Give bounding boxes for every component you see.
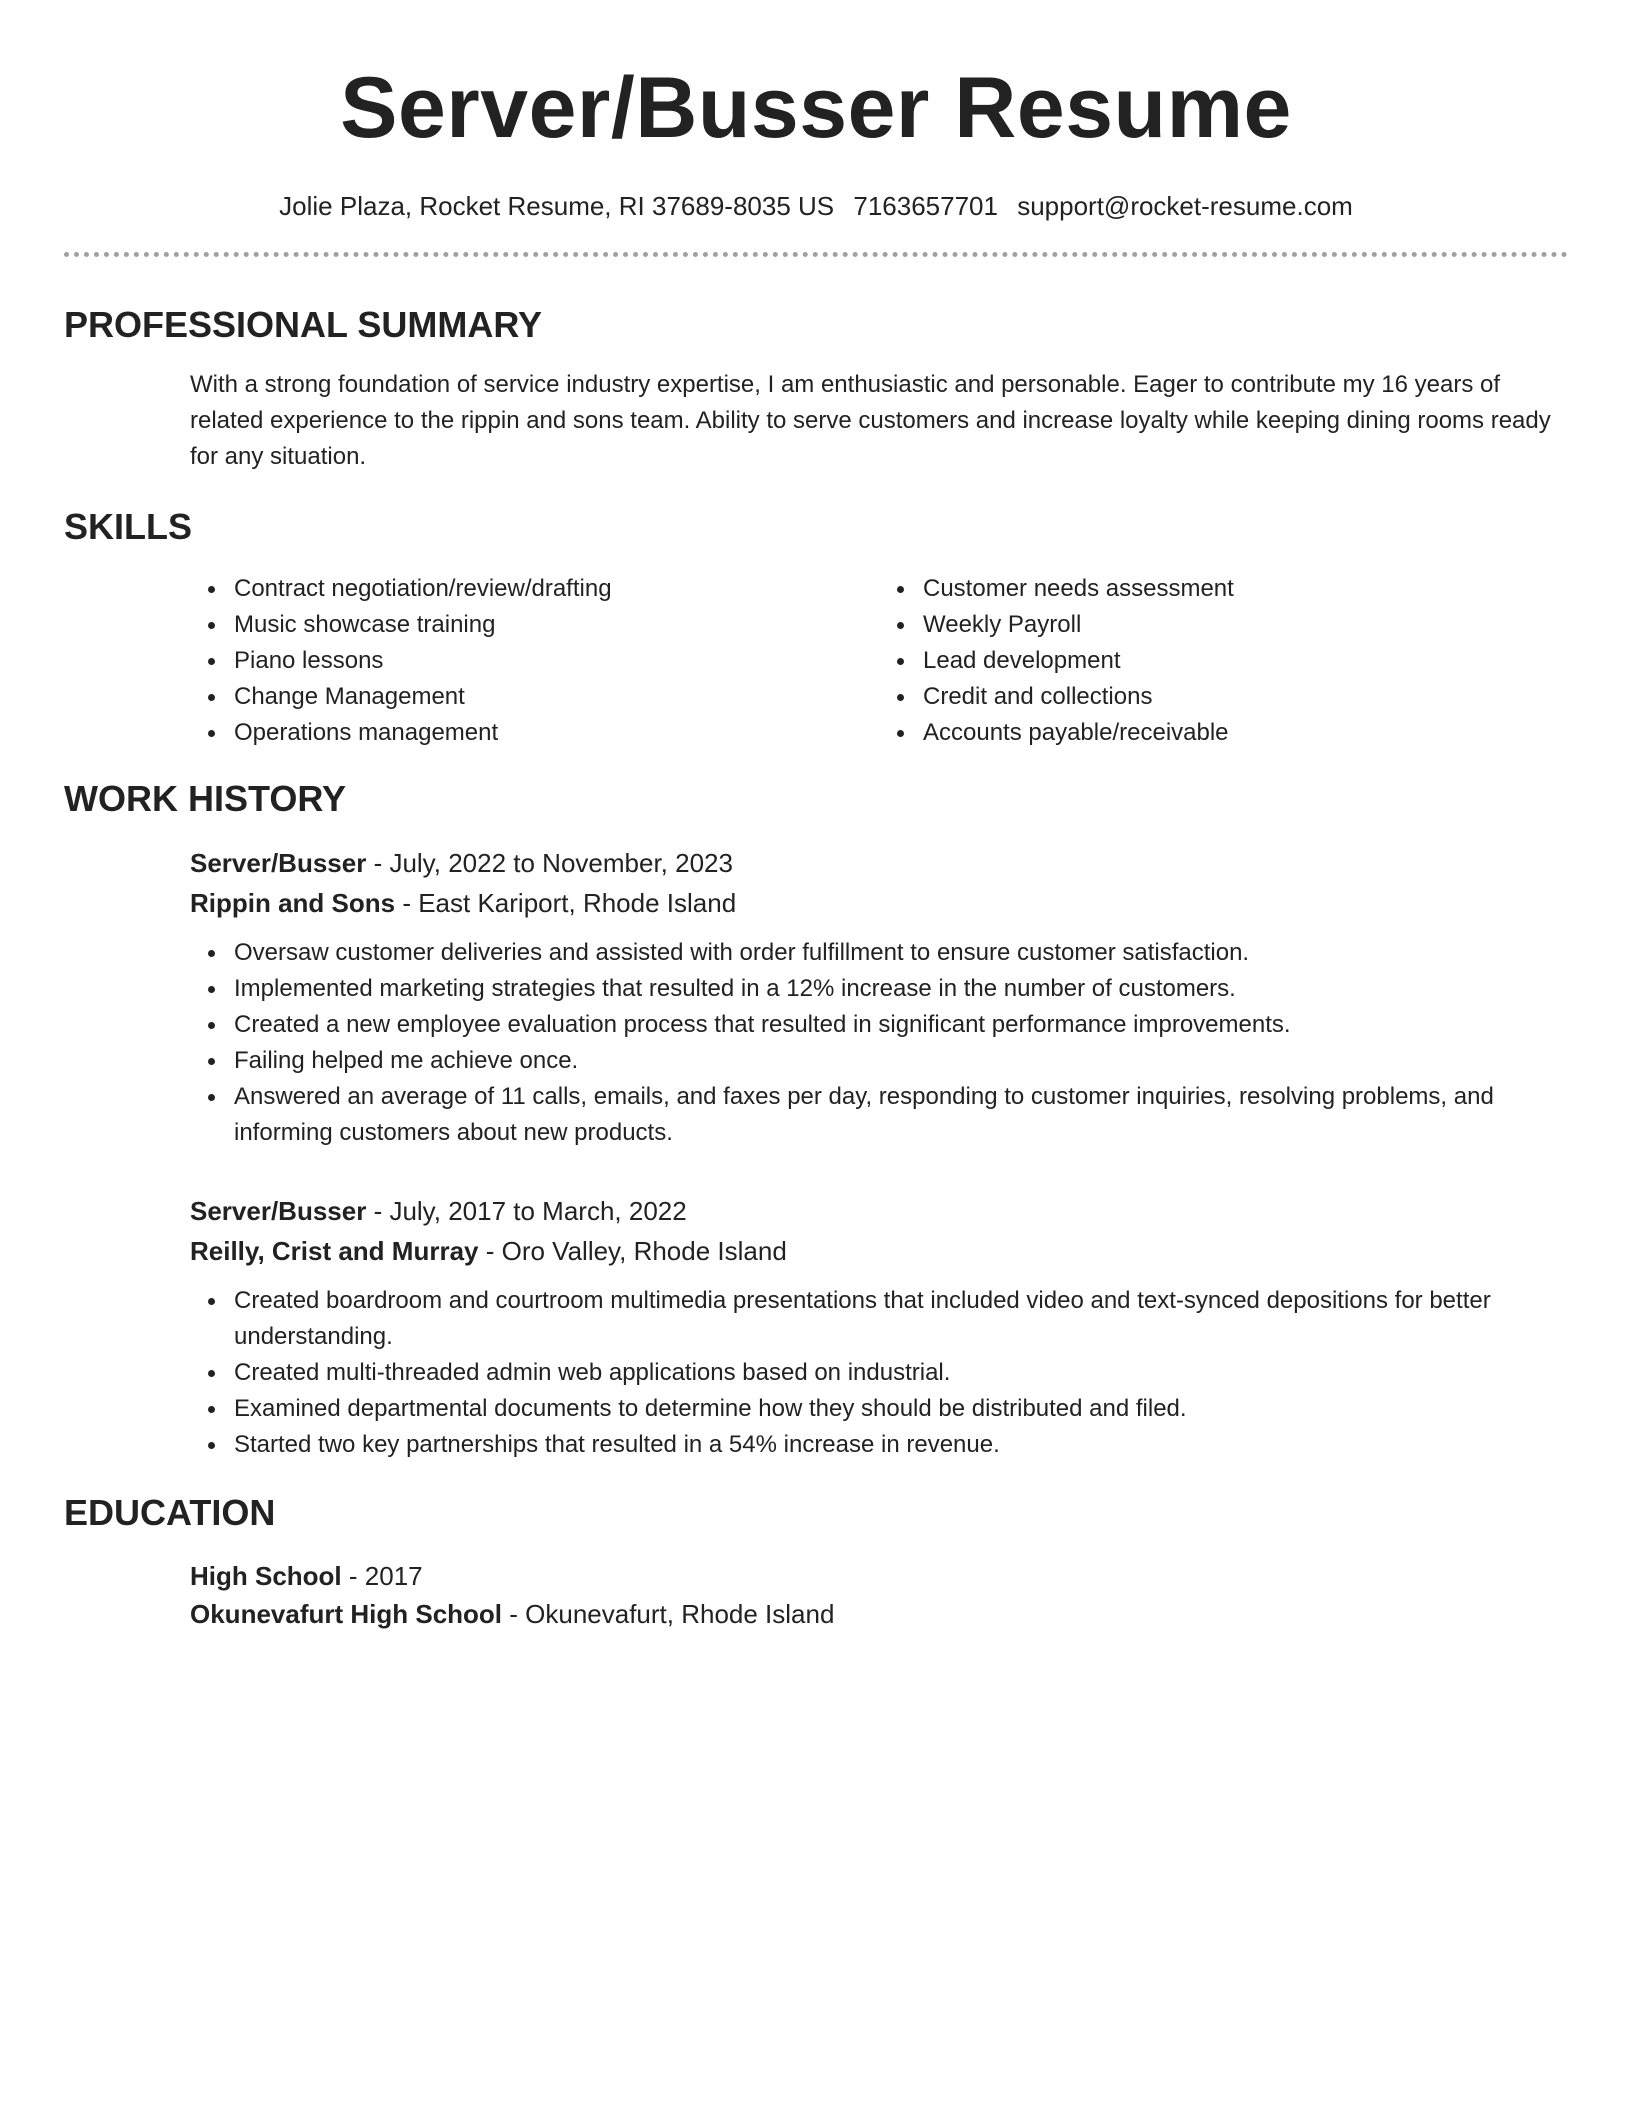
job-bullet: Started two key partnerships that resulted in a 54% increase in revenue. — [234, 1427, 1568, 1463]
skills-column-right — [879, 571, 1568, 751]
job-location: - East Kariport, Rhode Island — [395, 888, 737, 918]
job-company-line — [190, 883, 1568, 923]
job-dates: - July, 2017 to March, 2022 — [366, 1196, 687, 1226]
skills-grid — [190, 571, 1568, 751]
job-bullets — [190, 1283, 1568, 1463]
skill-item: Operations management — [234, 715, 879, 751]
job-bullets — [190, 935, 1568, 1151]
skill-item: Contract negotiation/review/drafting — [234, 571, 879, 607]
skills-column-left — [190, 571, 879, 751]
contact-address: Jolie Plaza, Rocket Resume, RI 37689-8035 US — [279, 191, 835, 221]
job-company: Rippin and Sons — [190, 888, 396, 918]
skill-item: Credit and collections — [923, 679, 1568, 715]
education-degree: High School — [190, 1561, 342, 1591]
education-year: - 2017 — [341, 1561, 423, 1591]
skill-item: Piano lessons — [234, 643, 879, 679]
contact-line — [64, 188, 1568, 224]
header-divider — [64, 252, 1568, 257]
education-heading: EDUCATION — [64, 1492, 276, 1533]
education-location: - Okunevafurt, Rhode Island — [502, 1599, 835, 1629]
job-title-line — [190, 843, 1568, 883]
page-title: Server/Busser Resume — [340, 60, 1292, 156]
skills-heading: SKILLS — [64, 506, 193, 547]
job-title: Server/Busser — [190, 848, 367, 878]
job-bullet: Created boardroom and courtroom multimedia presentations that included video and text-synced depositions for better understanding. — [234, 1283, 1568, 1355]
education-school: Okunevafurt High School — [190, 1599, 503, 1629]
job-bullet: Oversaw customer deliveries and assisted with order fulfillment to ensure customer satisfaction. — [234, 935, 1568, 971]
job-bullet: Answered an average of 11 calls, emails, and faxes per day, responding to customer inquiries, resolving problems, and informing customers about new products. — [234, 1079, 1568, 1151]
education-degree-line — [190, 1557, 1568, 1595]
job-bullet: Created a new employee evaluation process that resulted in significant performance improvements. — [234, 1007, 1568, 1043]
job-entry — [190, 843, 1568, 1151]
job-title: Server/Busser — [190, 1196, 367, 1226]
skill-item: Weekly Payroll — [923, 607, 1568, 643]
contact-email: support@rocket-resume.com — [1017, 191, 1353, 221]
job-bullet: Created multi-threaded admin web applications based on industrial. — [234, 1355, 1568, 1391]
summary-text: With a strong foundation of service industry expertise, I am enthusiastic and personable. Eager to contribute my 16 years of related experience to the rippin and sons team. Ability to serve customers and increase loyalty while keeping dining rooms ready for any situation. — [190, 371, 1551, 470]
skill-item: Music showcase training — [234, 607, 879, 643]
skill-item: Lead development — [923, 643, 1568, 679]
skill-item: Accounts payable/receivable — [923, 715, 1568, 751]
education-entry — [190, 1557, 1568, 1633]
summary-heading: PROFESSIONAL SUMMARY — [64, 304, 543, 345]
job-title-line — [190, 1191, 1568, 1231]
job-entry — [190, 1191, 1568, 1463]
job-dates: - July, 2022 to November, 2023 — [366, 848, 733, 878]
job-bullet: Implemented marketing strategies that resulted in a 12% increase in the number of customers. — [234, 971, 1568, 1007]
job-company: Reilly, Crist and Murray — [190, 1236, 479, 1266]
contact-phone: 7163657701 — [853, 191, 998, 221]
job-location: - Oro Valley, Rhode Island — [478, 1236, 787, 1266]
job-bullet: Examined departmental documents to determine how they should be distributed and filed. — [234, 1391, 1568, 1427]
skill-item: Customer needs assessment — [923, 571, 1568, 607]
work-history-heading: WORK HISTORY — [64, 778, 347, 819]
education-school-line — [190, 1595, 1568, 1633]
skill-item: Change Management — [234, 679, 879, 715]
job-bullet: Failing helped me achieve once. — [234, 1043, 1568, 1079]
job-company-line — [190, 1231, 1568, 1271]
